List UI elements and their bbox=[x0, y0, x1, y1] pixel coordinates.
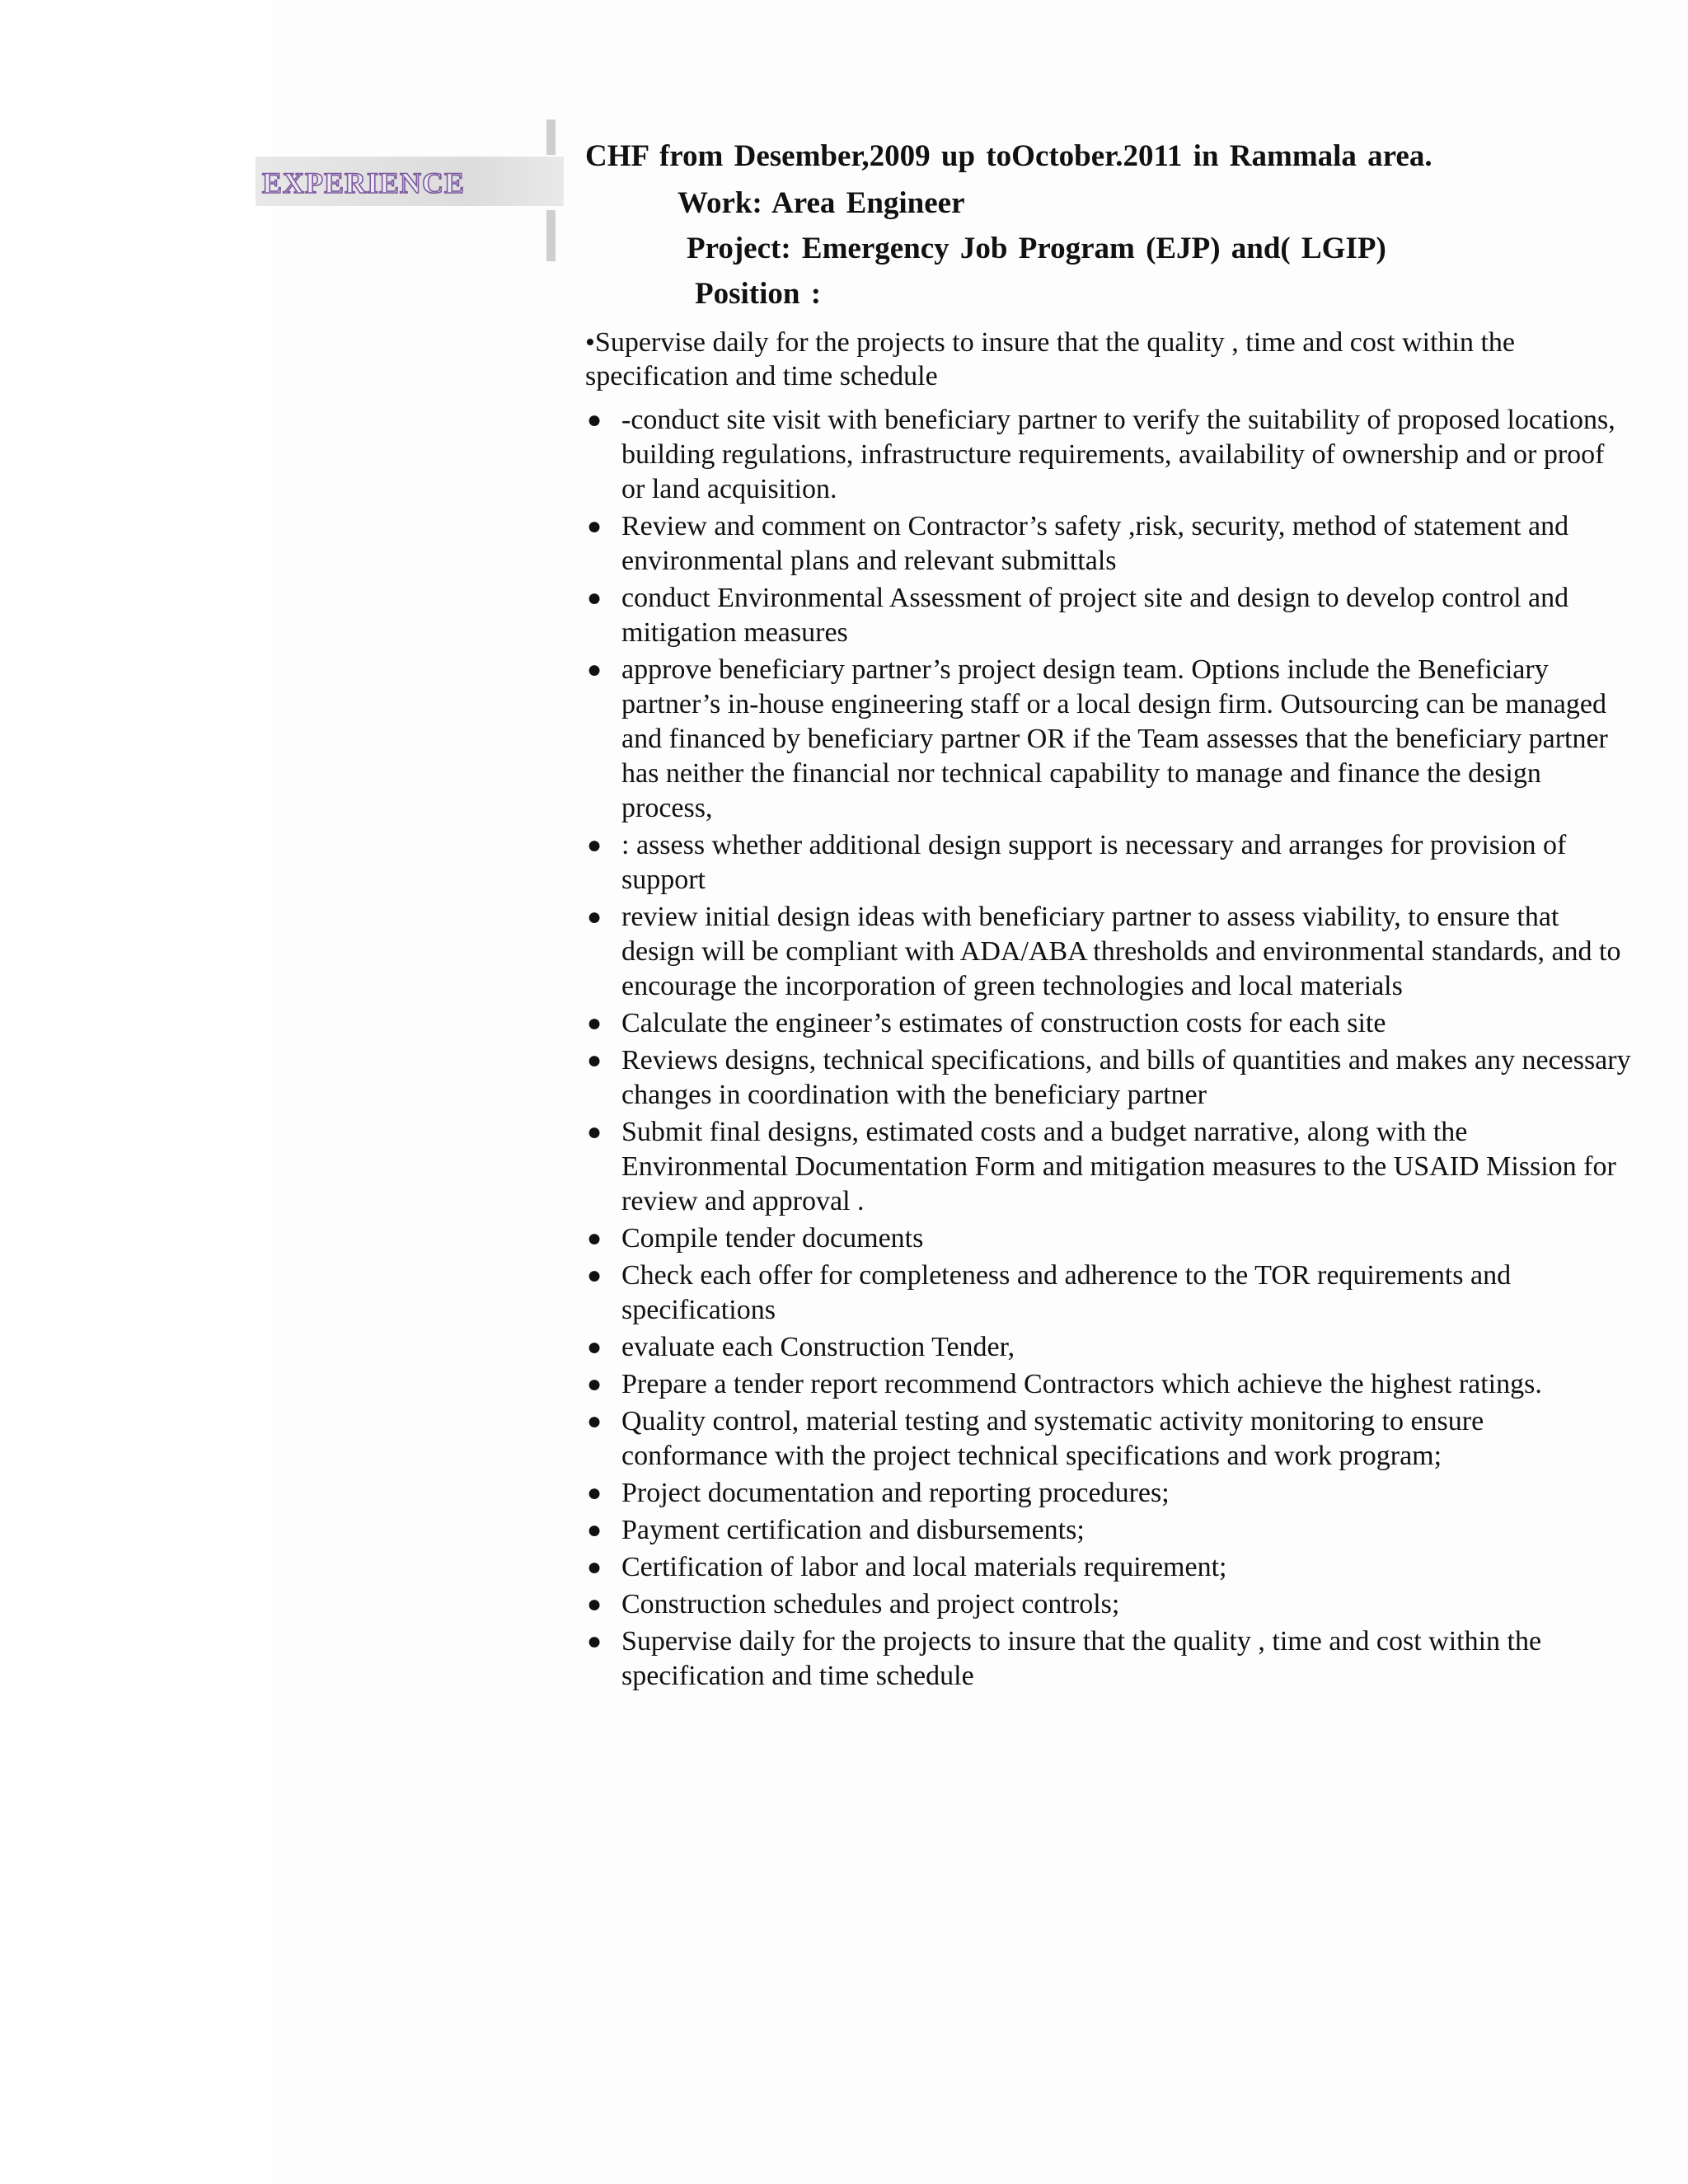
bullet-icon: ● bbox=[587, 1516, 603, 1544]
duty-text: Prepare a tender report recommend Contractors which achieve the highest ratings. bbox=[621, 1369, 1542, 1399]
duty-list-item bbox=[585, 1221, 1632, 1256]
duty-list-item bbox=[585, 1367, 1632, 1402]
duty-list-item bbox=[585, 1476, 1632, 1511]
divider-bar-top bbox=[546, 120, 556, 155]
bullet-icon: ● bbox=[587, 656, 603, 683]
duty-list-item bbox=[585, 1513, 1632, 1548]
bullet-icon: ● bbox=[587, 1047, 603, 1074]
duty-list-item bbox=[585, 403, 1632, 507]
work-line: Work: Area Engineer bbox=[678, 186, 965, 220]
employer-line: CHF from Desember,2009 up toOctober.2011 in Rammala area. bbox=[585, 139, 1432, 173]
duty-text: Review and comment on Contractor’s safety ,risk, security, method of statement and environmental plans and relevant submittals bbox=[621, 511, 1569, 576]
duty-list-item bbox=[585, 900, 1632, 1004]
duty-text: Certification of labor and local materials requirement; bbox=[621, 1552, 1227, 1582]
intro-bullet: • bbox=[585, 327, 595, 358]
intro-paragraph bbox=[585, 326, 1624, 393]
duty-text: review initial design ideas with beneficiary partner to assess viability, to ensure that design will be compliant with ADA/ABA thresholds and environmental standards, and to encourage the incorporation of green technologies and local materials bbox=[621, 902, 1621, 1001]
duty-text: Compile tender documents bbox=[621, 1223, 924, 1254]
duty-list-item bbox=[585, 1624, 1632, 1694]
bullet-icon: ● bbox=[587, 1479, 603, 1507]
bullet-icon: ● bbox=[587, 1371, 603, 1398]
bullet-icon: ● bbox=[587, 1591, 603, 1618]
duty-text: : assess whether additional design support is necessary and arranges for provision of support bbox=[621, 830, 1567, 895]
duty-list-item bbox=[585, 1330, 1632, 1365]
duty-text: Submit final designs, estimated costs and a budget narrative, along with the Environmental Documentation Form and mitigation measures to the USAID Mission for review and approval . bbox=[621, 1117, 1616, 1216]
duties-list bbox=[585, 403, 1632, 1696]
bullet-icon: ● bbox=[587, 1408, 603, 1435]
project-line: Project: Emergency Job Program (EJP) and( LGIP) bbox=[687, 232, 1386, 265]
bullet-icon: ● bbox=[587, 1554, 603, 1581]
duty-list-item bbox=[585, 1043, 1632, 1113]
divider-bar-bottom bbox=[546, 210, 556, 261]
duty-text: Check each offer for completeness and adherence to the TOR requirements and specifications bbox=[621, 1260, 1512, 1325]
duty-text: -conduct site visit with beneficiary partner to verify the suitability of proposed locations, building regulations, infrastructure requirements, availability of ownership and or proof or land acquisition. bbox=[621, 405, 1615, 504]
duty-text: Calculate the engineer’s estimates of construction costs for each site bbox=[621, 1008, 1386, 1038]
duty-list-item bbox=[585, 581, 1632, 650]
duty-text: evaluate each Construction Tender, bbox=[621, 1332, 1015, 1362]
bullet-icon: ● bbox=[587, 406, 603, 434]
bullet-icon: ● bbox=[587, 584, 603, 612]
bullet-icon: ● bbox=[587, 1333, 603, 1361]
bullet-icon: ● bbox=[587, 1118, 603, 1146]
duty-text: Quality control, material testing and systematic activity monitoring to ensure conformance with the project technical specifications and work program; bbox=[621, 1406, 1484, 1471]
bullet-icon: ● bbox=[587, 1262, 603, 1289]
duty-text: approve beneficiary partner’s project design team. Options include the Beneficiary partner’s in-house engineering staff or a local design firm. Outsourcing can be managed and financed by beneficiary partner OR if the Team assesses that the beneficiary partner has neither the financial nor technical capability to manage and finance the design process, bbox=[621, 654, 1608, 823]
bullet-icon: ● bbox=[587, 903, 603, 930]
duty-list-item bbox=[585, 1006, 1632, 1041]
duty-list-item bbox=[585, 1550, 1632, 1585]
duty-list-item bbox=[585, 828, 1632, 898]
duty-list-item bbox=[585, 1404, 1632, 1474]
duty-text: Supervise daily for the projects to insure that the quality , time and cost within the specification and time schedule bbox=[621, 1626, 1542, 1691]
duty-list-item bbox=[585, 653, 1632, 826]
duty-text: Project documentation and reporting procedures; bbox=[621, 1478, 1170, 1508]
duty-text: conduct Environmental Assessment of project site and design to develop control and mitigation measures bbox=[621, 583, 1569, 648]
duty-text: Payment certification and disbursements; bbox=[621, 1515, 1085, 1545]
duty-text: Reviews designs, technical specifications, and bills of quantities and makes any necessary changes in coordination with the beneficiary partner bbox=[621, 1045, 1631, 1110]
duty-list-item bbox=[585, 1587, 1632, 1622]
bullet-icon: ● bbox=[587, 1628, 603, 1655]
duty-list-item bbox=[585, 1258, 1632, 1328]
bullet-icon: ● bbox=[587, 513, 603, 540]
duty-list-item bbox=[585, 509, 1632, 579]
bullet-icon: ● bbox=[587, 1225, 603, 1252]
duty-list-item bbox=[585, 1115, 1632, 1219]
duty-text: Construction schedules and project controls; bbox=[621, 1589, 1120, 1619]
bullet-icon: ● bbox=[587, 1010, 603, 1037]
intro-text: Supervise daily for the projects to insure that the quality , time and cost within the specification and time schedule bbox=[585, 327, 1515, 391]
section-label-experience: EXPERIENCE bbox=[262, 166, 466, 199]
bullet-icon: ● bbox=[587, 832, 603, 859]
position-line: Position : bbox=[695, 277, 822, 311]
